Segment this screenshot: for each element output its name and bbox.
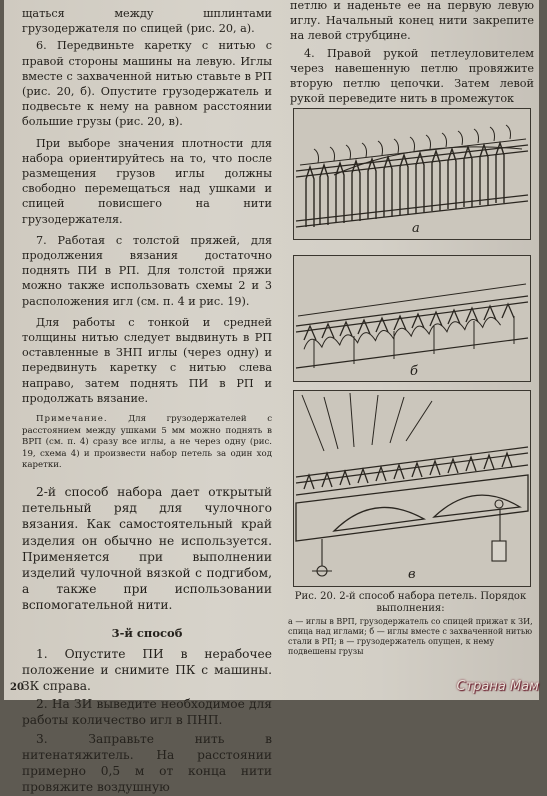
paragraph: 1. Опустите ПИ в нерабочее положение и снимите ПК с машины. ЗК справа.	[22, 646, 272, 694]
paragraph: петлю и наденьте ее на первую левую иглу. Начальный конец нити закрепите на левой струбцине.	[290, 0, 534, 43]
figure-caption	[288, 591, 533, 657]
site-watermark	[457, 679, 539, 694]
section-text	[22, 484, 272, 795]
page-number: 20	[10, 682, 24, 693]
needle-bed-illustration-c	[294, 391, 530, 586]
note	[22, 414, 272, 472]
paragraph: При выборе значения плотности для набора ориентируйтесь на то, что после размещения грузов иглы должны свободно перемещаться над ушками и спицей повисшего на нити грузодержателя.	[22, 136, 272, 226]
figure-label-a: а	[412, 221, 420, 236]
paragraph: 6. Передвиньте каретку с нитью с правой стороны машины на левую. Иглы вместе с захваченной нитью ставьте в РП (рис. 20, б). Опустите грузодержатель и подвесьте к нему на равном расстоянии большие грузы (рис. 20, в).	[22, 39, 272, 129]
needle-bed-illustration-a	[294, 109, 530, 239]
paragraph: 3. Заправьте нить в нитенатяжитель. На расстоянии примерно 0,5 м от конца нити провяжите воздушную	[22, 731, 272, 795]
note-text: Для грузодержателей с расстоянием между ушками 5 мм можно поднять в ВРП (см. п. 4) сразу все иглы, а не через одну (рис. 19, схема 4) и произвести набор петель за один ход каретки.	[22, 414, 273, 471]
figure-panel-c	[293, 390, 531, 587]
book-page	[4, 0, 539, 795]
figure-label-c: в	[408, 567, 416, 582]
paragraph: Для работы с тонкой и средней толщины нитью следует выдвинуть в РП оставленные в ЗНП иглы (через одну) и передвинуть каретку с нитью слева направо, затем поднять ПИ в РП и продолжать вязание.	[22, 315, 272, 405]
paragraph: 2-й способ набора дает открытый петельный ряд для чулочного вязания. Как самостоятельный край изделия он обычно не используется. Применяется при выполнении изделий чулочной вязкой с подгибом, а также при использовании вспомогательной нити.	[22, 485, 272, 613]
caption-title: Рис. 20. 2-й способ набора петель. Порядок выполнения:	[294, 591, 527, 614]
paragraph: 2. На ЗИ выведите необходимое для работы количество игл в ПНП.	[22, 697, 272, 728]
watermark-text: Страна Мам	[456, 679, 539, 694]
paragraph: 4. Правой рукой петлеуловителем через навешенную петлю провяжите вторую петлю цепочки. Затем левой рукой переведите нить в промежуток	[290, 46, 534, 106]
figure-label-b: б	[410, 364, 418, 379]
note-label: Примечание.	[36, 414, 108, 425]
paragraph: 7. Работая с толстой пряжей, для продолжения вязания достаточно поднять ПИ в РП. Для толстой пряжи можно также использовать схемы 2 и 3 расположения игл (см. п. 4 и рис. 19).	[22, 233, 272, 308]
left-column	[22, 0, 272, 796]
needle-bed-illustration-b	[294, 256, 530, 381]
paragraph: щаться между шплинтами грузодержателя по спицей (рис. 20, а).	[22, 7, 272, 36]
section-heading: 3-й способ	[111, 625, 183, 640]
figure-panel-a	[293, 108, 531, 240]
figure-panel-b	[293, 255, 531, 382]
caption-body: а — иглы в ВРП, грузодержатель со спицей прижат к ЗИ, спица над иглами; б — иглы вместе с захваченной нитью стали в РП; в — грузодержатель опущен, к нему подвешены грузы	[288, 617, 533, 656]
right-column	[290, 0, 534, 106]
